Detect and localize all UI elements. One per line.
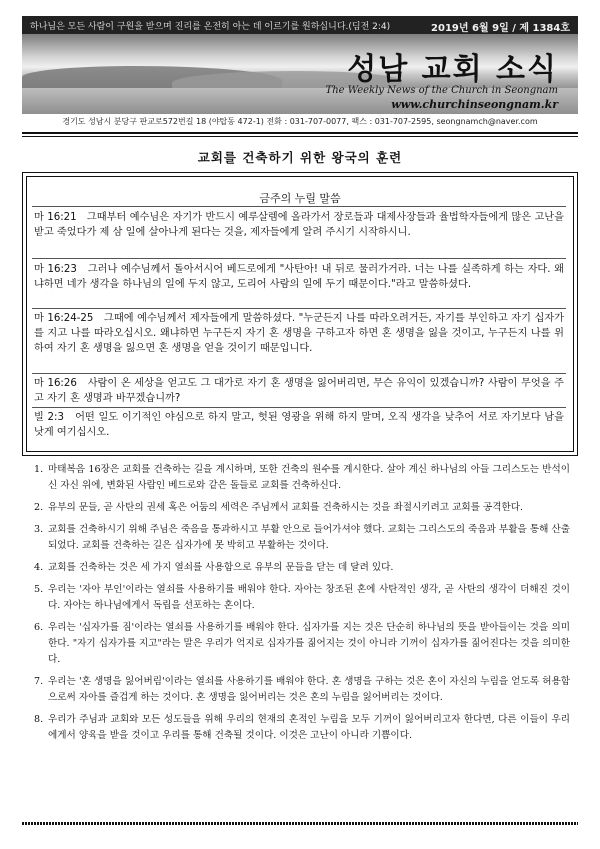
verse-item xyxy=(34,410,564,440)
issue-date: 2019년 6월 9일 / 제 1384호 xyxy=(431,23,570,34)
article-headline: 교회를 건축하기 위한 왕국의 훈련 xyxy=(197,150,403,165)
verse-item xyxy=(34,210,564,240)
point-number: 4. xyxy=(34,562,44,573)
point-text: 우리가 주님과 교회와 모든 성도들을 위해 우리의 현재의 혼적인 누림을 모두 기꺼이 잃어버리고자 한다면, 다른 이들이 우리에게서 양육을 받을 것이고 우리를 통해 건축될 것이다. 이것은 고난이 아니라 기쁨이다. xyxy=(48,714,570,741)
verse-item xyxy=(34,262,564,292)
point-number: 6. xyxy=(34,622,44,633)
point-number: 2. xyxy=(34,502,44,513)
verse-divider xyxy=(32,206,566,207)
list-item xyxy=(34,674,570,706)
point-number: 3. xyxy=(34,524,44,535)
point-number: 1. xyxy=(34,464,44,475)
verse-item xyxy=(34,311,564,356)
verse-divider xyxy=(32,407,566,408)
verse-ref: 마 16:26 xyxy=(34,378,77,389)
website-url[interactable]: www.churchinseongnam.kr xyxy=(391,98,558,111)
list-item xyxy=(34,560,570,576)
verse-ref: 마 16:23 xyxy=(34,264,77,275)
masthead xyxy=(22,16,578,130)
header-rule-thin xyxy=(22,136,578,137)
point-text: 마태복음 16장은 교회를 건축하는 길을 계시하며, 또한 건축의 원수를 계시한다. 살아 계신 하나님의 아들 그리스도는 반석이신 자신 위에, 변화된 사람인 베드로와 같은 돌들로 교회를 건축하신다. xyxy=(48,464,570,491)
point-text: 우리는 '자아 부인'이라는 열쇠를 사용하기를 배워야 한다. 자아는 창조된 혼에 사탄적인 생각, 곧 사탄의 생각이 더해진 것이다. 자아는 하나님에게서 독립을 선포하는 혼이다. xyxy=(48,584,570,611)
verse-ref: 마 16:21 xyxy=(34,212,77,223)
verse-item xyxy=(34,376,564,406)
verse-text: 그때에 예수님께서 제자들에게 말씀하셨다. "누군든지 나를 따라오려거든, 자기를 부인하고 자기 십자가를 지고 나를 따라오십시오. 왜냐하면 누구든지 자기 혼 생명을 구하고자 하면 혼 생명을 잃을 것이고, 누구든지 나를 위하여 자기 혼 생명을 잃으면 혼 생명을 얻을 것이기 때문입니다. xyxy=(34,313,565,354)
verse-text: 어떤 일도 이기적인 야심으로 하지 말고, 헛된 영광을 위해 하지 말며, 오직 생각을 낮추어 서로 자기보다 남을 낫게 여기십시오. xyxy=(34,412,564,438)
list-item xyxy=(34,712,570,744)
point-text: 우리는 '혼 생명을 잃어버림'이라는 열쇠를 사용하기를 배워야 한다. 혼 생명을 구하는 것은 혼이 자신의 누림을 얻도록 허용함으로써 자아를 즐겁게 하는 것이다. 혼 생명을 잃어버리는 것은 혼의 누림을 잃어버리는 것이다. xyxy=(48,676,570,703)
verse-text: 사람이 온 세상을 얻고도 그 대가로 자기 혼 생명을 잃어버리면, 무슨 유익이 있겠습니까? 사람이 무엇을 주고 자기 혼 생명과 바꾸겠습니까? xyxy=(34,378,564,404)
verses-box-title: 금주의 누릴 말씀 xyxy=(259,192,341,205)
list-item xyxy=(34,582,570,614)
newsletter-subtitle: The Weekly News of the Church in Seongnam xyxy=(325,85,558,96)
point-text: 유부의 문들, 곧 사탄의 권세 혹은 어둠의 세력은 주님께서 교회를 건축하시는 것을 좌절시키려고 교회를 공격한다. xyxy=(48,502,524,513)
banner-verse: 하나님은 모든 사람이 구원을 받으며 진리를 온전히 아는 데 이르기를 원하십니다.(딤전 2:4) xyxy=(30,22,391,32)
point-text: 우리는 '십자가를 짐'이라는 열쇠를 사용하기를 배워야 한다. 십자가를 지는 것은 단순히 하나님의 뜻을 받아들이는 것을 의미한다. "자기 십자가를 지고"라는 말은 우리가 억지로 십자가를 짊어지는 것이 아니라 기꺼이 십자가를 짊어진다는 것을 의미한다. xyxy=(48,622,570,665)
footer-rule xyxy=(22,822,578,825)
list-item xyxy=(34,500,570,516)
list-item xyxy=(34,522,570,554)
verse-divider xyxy=(32,258,566,259)
point-text: 교회를 건축하는 것은 세 가지 열쇠를 사용함으로 유부의 문들을 닫는 데 달려 있다. xyxy=(48,562,394,573)
point-number: 8. xyxy=(34,714,44,725)
verse-text: 그때부터 예수님은 자기가 반드시 예루살렘에 올라가서 장로들과 대제사장들과 율법학자들에게 많은 고난을 받고 죽었다가 제 삼 일에 살아나게 된다는 것을, 제자들에게 알려 주시기 시작하시니. xyxy=(34,212,564,238)
verse-ref: 빌 2:3 xyxy=(34,412,64,423)
newsletter-title: 성남 교회 소식 xyxy=(347,52,558,87)
header-rule xyxy=(22,132,578,134)
verse-text: 그러나 예수님께서 돌아서시어 베드로에게 "사탄아! 내 뒤로 물러가거라. 너는 나를 실족하게 하는 자다. 왜냐하면 네가 생각을 하나님의 일에 두지 않고, 도리어 사람의 일에 두기 때문이다."라고 말씀하셨다. xyxy=(34,264,564,290)
point-number: 7. xyxy=(34,676,44,687)
contact-address: 경기도 성남시 분당구 판교로572번길 18 (야탑동 472-1) 전화 : 031-707-0077, 팩스 : 031-707-2595, seongnamch@naver.com xyxy=(62,117,538,126)
verse-divider xyxy=(32,373,566,374)
verse-divider xyxy=(32,308,566,309)
list-item xyxy=(34,462,570,494)
points-list xyxy=(34,456,570,744)
list-item xyxy=(34,620,570,668)
point-number: 5. xyxy=(34,584,44,595)
verse-ref: 마 16:24-25 xyxy=(34,313,94,324)
point-text: 교회를 건축하시기 위해 주님은 죽음을 통과하시고 부활 안으로 들어가셔야 했다. 교회는 그리스도의 죽음과 부활을 통해 산출되었다. 교회를 건축하는 길은 십자가에 못 박히고 부활하는 것이다. xyxy=(48,524,570,551)
